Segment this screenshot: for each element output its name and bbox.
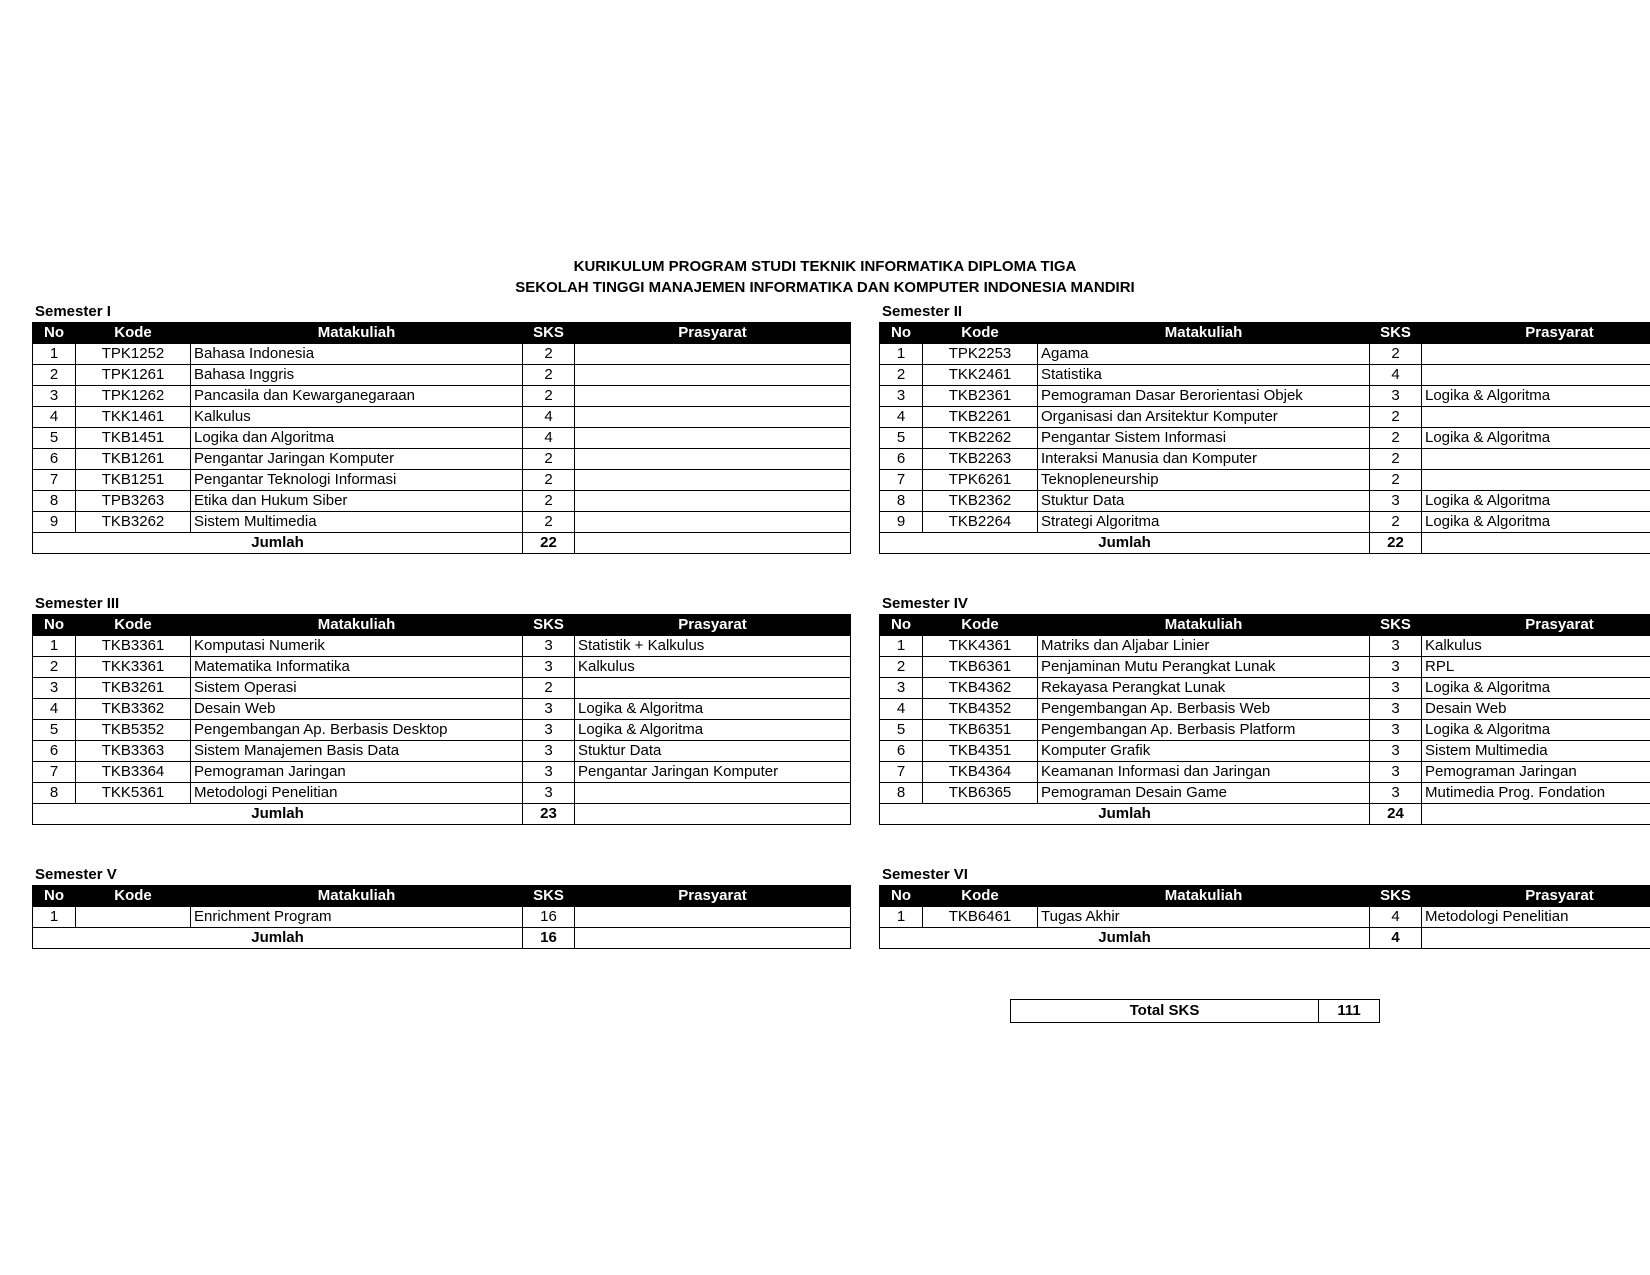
semester-table — [879, 614, 1650, 825]
header-prasyarat: Prasyarat — [575, 615, 851, 636]
cell-no: 6 — [880, 449, 923, 470]
jumlah-value: 22 — [1370, 533, 1422, 554]
cell-no: 5 — [33, 720, 76, 741]
header-matakuliah: Matakuliah — [191, 615, 523, 636]
table-row — [880, 491, 1650, 512]
semester-label: Semester VI — [882, 866, 968, 883]
cell-matakuliah: Kalkulus — [191, 407, 523, 428]
semester-label: Semester I — [35, 303, 111, 320]
cell-sks: 3 — [523, 699, 575, 720]
cell-prasyarat — [575, 470, 851, 491]
cell-no: 5 — [33, 428, 76, 449]
jumlah-value: 16 — [523, 928, 575, 949]
cell-prasyarat: Kalkulus — [575, 657, 851, 678]
table-row — [880, 344, 1650, 365]
cell-no: 7 — [33, 470, 76, 491]
cell-matakuliah: Sistem Multimedia — [191, 512, 523, 533]
cell-sks: 3 — [523, 762, 575, 783]
cell-kode: TKK2461 — [923, 365, 1038, 386]
cell-prasyarat: Stuktur Data — [575, 741, 851, 762]
cell-matakuliah: Pemograman Jaringan — [191, 762, 523, 783]
table-row — [33, 762, 851, 783]
cell-no: 7 — [880, 470, 923, 491]
cell-kode: TKB3361 — [76, 636, 191, 657]
cell-kode: TKK5361 — [76, 783, 191, 804]
cell-prasyarat — [575, 907, 851, 928]
cell-prasyarat: Pengantar Jaringan Komputer — [575, 762, 851, 783]
cell-matakuliah: Pancasila dan Kewarganegaraan — [191, 386, 523, 407]
header-matakuliah: Matakuliah — [1038, 886, 1370, 907]
cell-prasyarat — [575, 386, 851, 407]
semester-table — [32, 614, 851, 825]
cell-prasyarat: Logika & Algoritma — [1422, 386, 1650, 407]
cell-no: 3 — [880, 678, 923, 699]
jumlah-empty-cell — [1422, 533, 1650, 554]
cell-kode: TKB1451 — [76, 428, 191, 449]
cell-matakuliah: Tugas Akhir — [1038, 907, 1370, 928]
cell-matakuliah: Pengantar Jaringan Komputer — [191, 449, 523, 470]
cell-kode: TKB2262 — [923, 428, 1038, 449]
cell-no: 1 — [33, 907, 76, 928]
cell-kode: TPK1261 — [76, 365, 191, 386]
cell-kode: TKB4364 — [923, 762, 1038, 783]
jumlah-label: Jumlah — [880, 804, 1370, 825]
cell-matakuliah: Statistika — [1038, 365, 1370, 386]
cell-kode: TKB2361 — [923, 386, 1038, 407]
cell-prasyarat: Pemograman Jaringan — [1422, 762, 1650, 783]
semester-label: Semester V — [35, 866, 117, 883]
table-row — [880, 678, 1650, 699]
cell-sks: 4 — [1370, 907, 1422, 928]
cell-no: 8 — [33, 491, 76, 512]
table-row — [33, 907, 851, 928]
cell-matakuliah: Etika dan Hukum Siber — [191, 491, 523, 512]
cell-sks: 3 — [523, 636, 575, 657]
header-sks: SKS — [523, 886, 575, 907]
cell-kode: TPK1252 — [76, 344, 191, 365]
jumlah-value: 4 — [1370, 928, 1422, 949]
table-row — [880, 720, 1650, 741]
jumlah-label: Jumlah — [33, 533, 523, 554]
cell-prasyarat: Sistem Multimedia — [1422, 741, 1650, 762]
cell-matakuliah: Organisasi dan Arsitektur Komputer — [1038, 407, 1370, 428]
jumlah-value: 22 — [523, 533, 575, 554]
header-no: No — [33, 323, 76, 344]
cell-matakuliah: Pengembangan Ap. Berbasis Web — [1038, 699, 1370, 720]
table-row — [880, 512, 1650, 533]
cell-kode: TKB4351 — [923, 741, 1038, 762]
cell-no: 8 — [880, 491, 923, 512]
semester-block — [879, 302, 1650, 554]
cell-prasyarat — [575, 428, 851, 449]
cell-sks: 3 — [1370, 762, 1422, 783]
cell-sks: 2 — [1370, 470, 1422, 491]
total-sks-box — [1010, 999, 1379, 1023]
table-row — [33, 491, 851, 512]
table-row — [33, 470, 851, 491]
cell-matakuliah: Metodologi Penelitian — [191, 783, 523, 804]
table-row — [880, 762, 1650, 783]
cell-sks: 3 — [1370, 720, 1422, 741]
cell-prasyarat — [575, 407, 851, 428]
table-header-row — [33, 886, 851, 907]
table-row — [33, 386, 851, 407]
cell-sks: 3 — [1370, 636, 1422, 657]
cell-matakuliah: Enrichment Program — [191, 907, 523, 928]
cell-prasyarat: Logika & Algoritma — [575, 699, 851, 720]
cell-kode: TKB2263 — [923, 449, 1038, 470]
cell-kode: TKB1261 — [76, 449, 191, 470]
cell-matakuliah: Pengembangan Ap. Berbasis Platform — [1038, 720, 1370, 741]
cell-matakuliah: Matriks dan Aljabar Linier — [1038, 636, 1370, 657]
table-header-row — [33, 615, 851, 636]
jumlah-value: 23 — [523, 804, 575, 825]
cell-no: 5 — [880, 720, 923, 741]
jumlah-row — [33, 533, 851, 554]
semester-label: Semester III — [35, 595, 120, 612]
cell-no: 4 — [33, 407, 76, 428]
cell-prasyarat: Logika & Algoritma — [1422, 512, 1650, 533]
cell-prasyarat — [575, 449, 851, 470]
cell-kode: TKB2261 — [923, 407, 1038, 428]
cell-matakuliah: Agama — [1038, 344, 1370, 365]
cell-prasyarat: RPL — [1422, 657, 1650, 678]
semester-table — [879, 322, 1650, 554]
cell-no: 3 — [33, 386, 76, 407]
cell-matakuliah: Pemograman Dasar Berorientasi Objek — [1038, 386, 1370, 407]
cell-no: 9 — [33, 512, 76, 533]
cell-sks: 2 — [1370, 344, 1422, 365]
header-sks: SKS — [1370, 886, 1422, 907]
cell-matakuliah: Interaksi Manusia dan Komputer — [1038, 449, 1370, 470]
cell-no: 4 — [880, 407, 923, 428]
cell-sks: 4 — [523, 407, 575, 428]
jumlah-label: Jumlah — [880, 533, 1370, 554]
cell-sks: 2 — [523, 512, 575, 533]
cell-matakuliah: Sistem Manajemen Basis Data — [191, 741, 523, 762]
cell-prasyarat: Kalkulus — [1422, 636, 1650, 657]
cell-prasyarat: Logika & Algoritma — [575, 720, 851, 741]
cell-no: 6 — [33, 449, 76, 470]
cell-prasyarat — [1422, 470, 1650, 491]
header-sks: SKS — [523, 323, 575, 344]
jumlah-value: 24 — [1370, 804, 1422, 825]
cell-no: 3 — [33, 678, 76, 699]
cell-prasyarat: Mutimedia Prog. Fondation — [1422, 783, 1650, 804]
cell-sks: 4 — [1370, 365, 1422, 386]
cell-prasyarat: Logika & Algoritma — [1422, 428, 1650, 449]
header-prasyarat: Prasyarat — [575, 886, 851, 907]
jumlah-label: Jumlah — [880, 928, 1370, 949]
cell-kode: TKB6365 — [923, 783, 1038, 804]
cell-matakuliah: Pemograman Desain Game — [1038, 783, 1370, 804]
cell-kode — [76, 907, 191, 928]
header-kode: Kode — [76, 615, 191, 636]
table-row — [33, 344, 851, 365]
header-no: No — [880, 323, 923, 344]
cell-sks: 2 — [1370, 512, 1422, 533]
cell-sks: 3 — [1370, 678, 1422, 699]
header-no: No — [33, 886, 76, 907]
cell-prasyarat: Statistik + Kalkulus — [575, 636, 851, 657]
header-no: No — [880, 615, 923, 636]
cell-matakuliah: Strategi Algoritma — [1038, 512, 1370, 533]
semester-table — [32, 885, 851, 949]
cell-matakuliah: Pengantar Teknologi Informasi — [191, 470, 523, 491]
table-row — [33, 720, 851, 741]
cell-matakuliah: Desain Web — [191, 699, 523, 720]
header-kode: Kode — [923, 323, 1038, 344]
cell-no: 5 — [880, 428, 923, 449]
cell-matakuliah: Matematika Informatika — [191, 657, 523, 678]
jumlah-row — [880, 804, 1650, 825]
header-prasyarat: Prasyarat — [575, 323, 851, 344]
table-header-row — [880, 323, 1650, 344]
cell-kode: TPB3263 — [76, 491, 191, 512]
cell-matakuliah: Keamanan Informasi dan Jaringan — [1038, 762, 1370, 783]
semester-table — [32, 322, 851, 554]
cell-sks: 3 — [1370, 699, 1422, 720]
cell-kode: TKK3361 — [76, 657, 191, 678]
cell-kode: TKB3261 — [76, 678, 191, 699]
cell-kode: TKK1461 — [76, 407, 191, 428]
cell-sks: 3 — [523, 657, 575, 678]
cell-no: 7 — [33, 762, 76, 783]
table-row — [880, 449, 1650, 470]
cell-prasyarat: Metodologi Penelitian — [1422, 907, 1650, 928]
cell-matakuliah: Pengembangan Ap. Berbasis Desktop — [191, 720, 523, 741]
cell-kode: TKB3262 — [76, 512, 191, 533]
header-no: No — [880, 886, 923, 907]
cell-sks: 2 — [523, 344, 575, 365]
table-row — [33, 407, 851, 428]
table-row — [33, 428, 851, 449]
header-sks: SKS — [1370, 323, 1422, 344]
cell-sks: 2 — [523, 491, 575, 512]
table-row — [33, 636, 851, 657]
semester-label: Semester IV — [882, 595, 968, 612]
cell-sks: 3 — [1370, 491, 1422, 512]
table-row — [880, 386, 1650, 407]
cell-no: 6 — [33, 741, 76, 762]
jumlah-empty-cell — [1422, 928, 1650, 949]
cell-prasyarat — [575, 491, 851, 512]
cell-no: 4 — [880, 699, 923, 720]
table-row — [33, 783, 851, 804]
semester-block — [32, 302, 850, 554]
cell-sks: 2 — [1370, 407, 1422, 428]
table-header-row — [880, 886, 1650, 907]
cell-sks: 2 — [523, 386, 575, 407]
cell-sks: 4 — [523, 428, 575, 449]
cell-prasyarat — [1422, 449, 1650, 470]
header-kode: Kode — [923, 886, 1038, 907]
semester-label: Semester II — [882, 303, 963, 320]
cell-no: 1 — [33, 344, 76, 365]
semester-block — [879, 594, 1650, 825]
cell-kode: TKB6361 — [923, 657, 1038, 678]
cell-kode: TKB3364 — [76, 762, 191, 783]
header-kode: Kode — [76, 886, 191, 907]
cell-sks: 16 — [523, 907, 575, 928]
cell-prasyarat — [1422, 344, 1650, 365]
jumlah-row — [880, 928, 1650, 949]
table-row — [33, 657, 851, 678]
table-row — [880, 636, 1650, 657]
cell-kode: TPK1262 — [76, 386, 191, 407]
cell-kode: TPK6261 — [923, 470, 1038, 491]
cell-no: 7 — [880, 762, 923, 783]
cell-matakuliah: Teknopleneurship — [1038, 470, 1370, 491]
semester-block — [879, 865, 1650, 949]
cell-no: 1 — [880, 907, 923, 928]
cell-no: 9 — [880, 512, 923, 533]
cell-prasyarat: Logika & Algoritma — [1422, 491, 1650, 512]
cell-matakuliah: Stuktur Data — [1038, 491, 1370, 512]
cell-matakuliah: Bahasa Inggris — [191, 365, 523, 386]
table-row — [880, 741, 1650, 762]
cell-prasyarat — [575, 344, 851, 365]
cell-prasyarat: Desain Web — [1422, 699, 1650, 720]
cell-kode: TKB2264 — [923, 512, 1038, 533]
cell-kode: TKB3362 — [76, 699, 191, 720]
cell-kode: TKB6351 — [923, 720, 1038, 741]
table-row — [880, 407, 1650, 428]
jumlah-empty-cell — [575, 533, 851, 554]
table-row — [880, 470, 1650, 491]
cell-prasyarat — [575, 365, 851, 386]
jumlah-empty-cell — [1422, 804, 1650, 825]
table-row — [880, 657, 1650, 678]
table-row — [33, 741, 851, 762]
cell-matakuliah: Komputasi Numerik — [191, 636, 523, 657]
jumlah-label: Jumlah — [33, 804, 523, 825]
header-kode: Kode — [923, 615, 1038, 636]
header-prasyarat: Prasyarat — [1422, 886, 1650, 907]
cell-matakuliah: Logika dan Algoritma — [191, 428, 523, 449]
table-row — [33, 512, 851, 533]
cell-matakuliah: Rekayasa Perangkat Lunak — [1038, 678, 1370, 699]
cell-matakuliah: Komputer Grafik — [1038, 741, 1370, 762]
cell-sks: 2 — [1370, 428, 1422, 449]
jumlah-empty-cell — [575, 928, 851, 949]
cell-sks: 2 — [523, 449, 575, 470]
jumlah-row — [33, 804, 851, 825]
cell-no: 6 — [880, 741, 923, 762]
cell-sks: 2 — [523, 678, 575, 699]
table-row — [880, 365, 1650, 386]
cell-prasyarat: Logika & Algoritma — [1422, 720, 1650, 741]
table-row — [880, 783, 1650, 804]
cell-no: 1 — [33, 636, 76, 657]
header-matakuliah: Matakuliah — [191, 886, 523, 907]
semester-block — [32, 865, 850, 949]
table-row — [33, 678, 851, 699]
table-header-row — [880, 615, 1650, 636]
cell-kode: TKB2362 — [923, 491, 1038, 512]
cell-sks: 2 — [523, 365, 575, 386]
total-sks-value: 111 — [1319, 1000, 1380, 1023]
cell-prasyarat — [575, 678, 851, 699]
cell-sks: 3 — [523, 783, 575, 804]
cell-sks: 3 — [1370, 386, 1422, 407]
document-title-line1: KURIKULUM PROGRAM STUDI TEKNIK INFORMATIKA DIPLOMA TIGA — [573, 258, 1077, 275]
cell-no: 2 — [33, 657, 76, 678]
table-row — [33, 699, 851, 720]
header-matakuliah: Matakuliah — [1038, 615, 1370, 636]
total-sks-label: Total SKS — [1011, 1000, 1319, 1023]
semester-block — [32, 594, 850, 825]
cell-no: 8 — [880, 783, 923, 804]
cell-no: 2 — [880, 657, 923, 678]
semester-table — [879, 885, 1650, 949]
cell-sks: 2 — [1370, 449, 1422, 470]
cell-kode: TKB1251 — [76, 470, 191, 491]
cell-sks: 3 — [1370, 657, 1422, 678]
jumlah-row — [33, 928, 851, 949]
table-row — [880, 699, 1650, 720]
table-row — [880, 428, 1650, 449]
cell-sks: 3 — [523, 741, 575, 762]
cell-no: 8 — [33, 783, 76, 804]
table-row — [33, 449, 851, 470]
cell-sks: 3 — [523, 720, 575, 741]
cell-no: 2 — [33, 365, 76, 386]
cell-no: 1 — [880, 344, 923, 365]
cell-sks: 3 — [1370, 783, 1422, 804]
cell-prasyarat — [575, 512, 851, 533]
table-row — [880, 907, 1650, 928]
cell-kode: TPK2253 — [923, 344, 1038, 365]
header-matakuliah: Matakuliah — [1038, 323, 1370, 344]
cell-sks: 2 — [523, 470, 575, 491]
cell-sks: 3 — [1370, 741, 1422, 762]
cell-prasyarat — [1422, 407, 1650, 428]
header-matakuliah: Matakuliah — [191, 323, 523, 344]
cell-kode: TKK4361 — [923, 636, 1038, 657]
table-header-row — [33, 323, 851, 344]
cell-no: 1 — [880, 636, 923, 657]
cell-kode: TKB5352 — [76, 720, 191, 741]
cell-no: 3 — [880, 386, 923, 407]
cell-matakuliah: Penjaminan Mutu Perangkat Lunak — [1038, 657, 1370, 678]
table-row — [33, 365, 851, 386]
cell-no: 4 — [33, 699, 76, 720]
document-title-line2: SEKOLAH TINGGI MANAJEMEN INFORMATIKA DAN KOMPUTER INDONESIA MANDIRI — [515, 279, 1135, 296]
cell-prasyarat — [1422, 365, 1650, 386]
header-sks: SKS — [1370, 615, 1422, 636]
header-no: No — [33, 615, 76, 636]
jumlah-empty-cell — [575, 804, 851, 825]
cell-prasyarat — [575, 783, 851, 804]
cell-matakuliah: Pengantar Sistem Informasi — [1038, 428, 1370, 449]
cell-kode: TKB4362 — [923, 678, 1038, 699]
header-sks: SKS — [523, 615, 575, 636]
cell-kode: TKB3363 — [76, 741, 191, 762]
header-prasyarat: Prasyarat — [1422, 615, 1650, 636]
cell-matakuliah: Bahasa Indonesia — [191, 344, 523, 365]
cell-prasyarat: Logika & Algoritma — [1422, 678, 1650, 699]
cell-kode: TKB4352 — [923, 699, 1038, 720]
cell-kode: TKB6461 — [923, 907, 1038, 928]
cell-matakuliah: Sistem Operasi — [191, 678, 523, 699]
cell-no: 2 — [880, 365, 923, 386]
header-prasyarat: Prasyarat — [1422, 323, 1650, 344]
jumlah-label: Jumlah — [33, 928, 523, 949]
header-kode: Kode — [76, 323, 191, 344]
jumlah-row — [880, 533, 1650, 554]
